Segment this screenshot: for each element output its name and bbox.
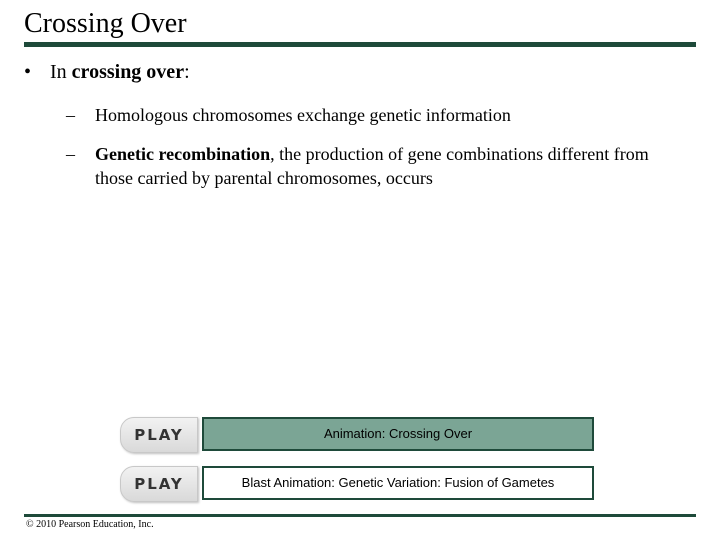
sub-bullet-body: , the production of gene combinations different from those carried by parental chromosomes, occurs: [95, 144, 649, 188]
dash-icon: –: [66, 144, 75, 164]
animation-row-crossing-over: [120, 417, 594, 451]
play-button[interactable]: PLAY: [120, 466, 198, 502]
bullet-term: crossing over: [71, 61, 185, 83]
sub-bullet-term: Genetic recombination: [95, 144, 271, 164]
animation-row-genetic-variation: [120, 466, 594, 500]
animation-link-crossing-over[interactable]: Animation: Crossing Over: [202, 417, 594, 451]
main-bullet: [24, 58, 190, 86]
animation-link-genetic-variation[interactable]: Blast Animation: Genetic Variation: Fusion of Gametes: [202, 466, 594, 500]
sub-bullet-text: Homologous chromosomes exchange genetic information: [95, 105, 511, 125]
slide-title: Crossing Over: [24, 8, 187, 39]
bullet-prefix: In: [50, 61, 72, 83]
sub-bullet-homologous: [66, 103, 685, 127]
copyright-text: © 2010 Pearson Education, Inc.: [26, 519, 154, 530]
dash-icon: –: [66, 105, 75, 125]
sub-bullet-recombination: [66, 142, 685, 190]
bullet-icon: •: [24, 61, 32, 83]
bullet-suffix: :: [184, 61, 190, 83]
footer-divider: [24, 514, 696, 517]
play-button[interactable]: PLAY: [120, 417, 198, 453]
title-divider: [24, 42, 696, 47]
sub-bullet-text: [95, 142, 685, 190]
bullet-text: [50, 58, 190, 86]
